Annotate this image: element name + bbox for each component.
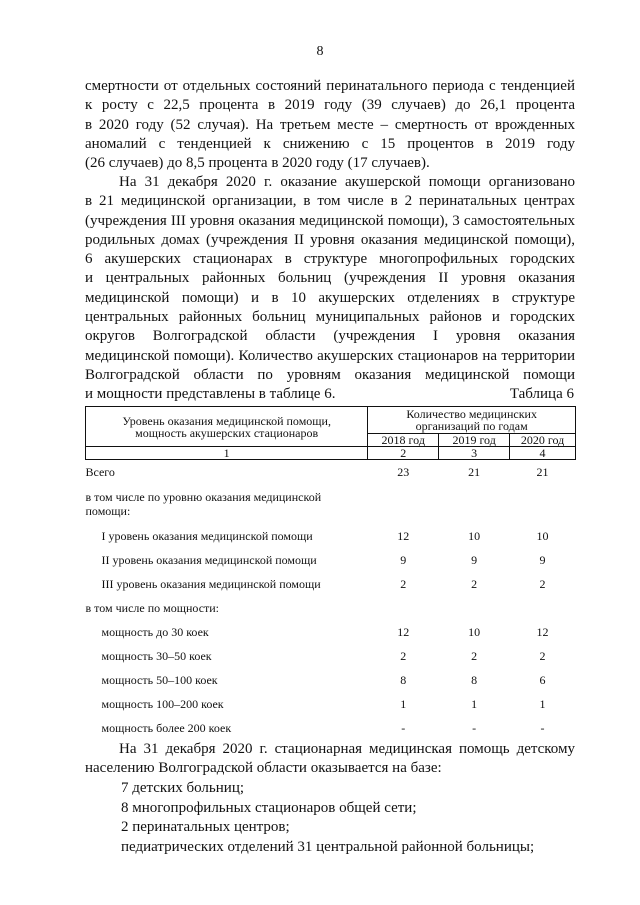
- list-item: педиатрических отделений 31 центральной районной больницы;: [121, 838, 535, 855]
- row-value: [510, 596, 576, 620]
- row-label: III уровень оказания медицинской помощи: [101, 576, 321, 591]
- row-value: 23: [397, 464, 410, 479]
- table-row: [86, 548, 576, 572]
- row-label: II уровень оказания медицинской помощи: [101, 552, 317, 567]
- row-value: -: [401, 720, 406, 735]
- header-year: 2018 год: [368, 434, 439, 447]
- row-value: 1: [471, 696, 478, 711]
- text-line: и мощности представлены в таблице 6.: [85, 386, 336, 403]
- column-number: 1: [86, 447, 368, 460]
- text-line: в 2020 году (52 случая). На третьем месте – смертность от врожденных: [85, 116, 575, 133]
- table-row: [86, 484, 576, 524]
- table-row: [86, 460, 576, 485]
- table-row: [86, 644, 576, 668]
- text-line: к росту с 22,5 процента в 2019 году (39 случаев) до 26,1 процента: [85, 97, 575, 114]
- list-item: 7 детских больниц;: [121, 780, 245, 796]
- column-number: 3: [439, 447, 510, 460]
- row-label: мощность 100–200 коек: [101, 696, 224, 711]
- list-item: 8 многопрофильных стационаров общей сети;: [121, 799, 417, 816]
- table-row: [86, 716, 576, 740]
- row-value: 9: [539, 552, 546, 567]
- header-year: 2020 год: [510, 434, 576, 447]
- row-value: [439, 596, 510, 620]
- paragraph-2: [85, 173, 575, 405]
- row-label: Всего: [85, 464, 115, 479]
- header-year: 2019 год: [439, 434, 510, 447]
- table-row: [86, 572, 576, 596]
- row-value: 2: [400, 648, 407, 663]
- text-line: Волгоградской области по уровням оказания медицинской помощи: [85, 366, 575, 383]
- header-count-by-year: Количество медицинских организаций по годам: [368, 407, 576, 434]
- row-value: 10: [468, 624, 481, 639]
- text-line: медицинской помощи) и в 10 акушерских отделениях в структуре: [85, 289, 575, 306]
- text-line: в 21 медицинской организации, в том числе в 2 перинатальных центрах: [85, 193, 575, 210]
- table-row: [86, 596, 576, 620]
- text-line: (учреждения III уровня оказания медицинской помощи), 3 самостоятельных: [85, 212, 575, 229]
- row-value: [368, 484, 439, 524]
- text-line: медицинской помощи). Количество акушерских стационаров на территории: [85, 347, 575, 364]
- row-value: 2: [471, 648, 478, 663]
- text-line: населению Волгоградской области оказывается на базе:: [85, 760, 442, 777]
- table-row: [86, 692, 576, 716]
- row-value: 2: [471, 576, 478, 591]
- page-number: 8: [316, 44, 324, 59]
- hospital-list: [85, 779, 575, 857]
- column-number: 4: [510, 447, 576, 460]
- row-label: мощность 50–100 коек: [101, 672, 218, 687]
- row-value: [439, 484, 510, 524]
- row-value: [510, 484, 576, 524]
- text-line: (26 случаев) до 8,5 процента в 2020 году (17 случаев).: [85, 155, 430, 172]
- row-label: мощность до 30 коек: [101, 624, 209, 639]
- row-value: 6: [539, 672, 546, 687]
- row-value: 10: [536, 528, 549, 543]
- table-row: [86, 620, 576, 644]
- paragraph-1: [85, 77, 575, 173]
- data-table: [85, 406, 576, 740]
- text-line: родильных домах (учреждения II уровня оказания медицинской помощи),: [85, 231, 575, 248]
- row-value: 9: [471, 552, 478, 567]
- row-value: 21: [536, 464, 549, 479]
- text-line: На 31 декабря 2020 г. стационарная медицинская помощь детскому: [119, 741, 575, 757]
- row-label: мощность более 200 коек: [101, 720, 232, 735]
- text-line: аномалий с тенденцией к снижению с 15 процентов в 2019 году: [85, 135, 575, 152]
- row-value: 1: [400, 696, 407, 711]
- row-value: -: [540, 720, 545, 735]
- column-number: 2: [368, 447, 439, 460]
- row-value: 12: [397, 528, 410, 543]
- row-label: в том числе по мощности:: [85, 600, 220, 615]
- table-caption: Таблица 6: [509, 386, 574, 402]
- row-value: 12: [536, 624, 549, 639]
- row-value: [368, 596, 439, 620]
- row-value: 8: [400, 672, 407, 687]
- row-value: -: [472, 720, 477, 735]
- row-value: 8: [471, 672, 478, 687]
- row-value: 9: [400, 552, 407, 567]
- text-line: 6 акушерских стационарах в структуре многопрофильных городских: [85, 251, 575, 268]
- list-item: 2 перинатальных центров;: [121, 819, 290, 835]
- text-line: и центральных районных больниц (учреждения II уровня оказания: [85, 270, 575, 287]
- row-value: 2: [400, 576, 407, 591]
- text-line: округов Волгоградской области (учреждения I уровня оказания: [85, 328, 575, 345]
- row-value: 12: [397, 624, 410, 639]
- text-line: На 31 декабря 2020 г. оказание акушерской помощи организовано: [119, 174, 575, 190]
- text-line: смертности от отдельных состояний перинатального периода с тенденцией: [85, 78, 575, 94]
- text-line: центральных районных больниц муниципальных районов и городских: [85, 309, 575, 326]
- row-value: 1: [539, 696, 546, 711]
- row-label: I уровень оказания медицинской помощи: [101, 528, 313, 543]
- table-row: [86, 524, 576, 548]
- row-value: 21: [468, 464, 481, 479]
- row-value: 10: [468, 528, 481, 543]
- paragraph-3: [85, 740, 575, 779]
- header-level-power: Уровень оказания медицинской помощи, мощность акушерских стационаров: [86, 407, 368, 447]
- row-label: в том числе по уровню оказания медицинской помощи:: [85, 490, 322, 518]
- row-value: 2: [539, 648, 546, 663]
- table-row: [86, 668, 576, 692]
- row-value: 2: [539, 576, 546, 591]
- row-label: мощность 30–50 коек: [101, 648, 212, 663]
